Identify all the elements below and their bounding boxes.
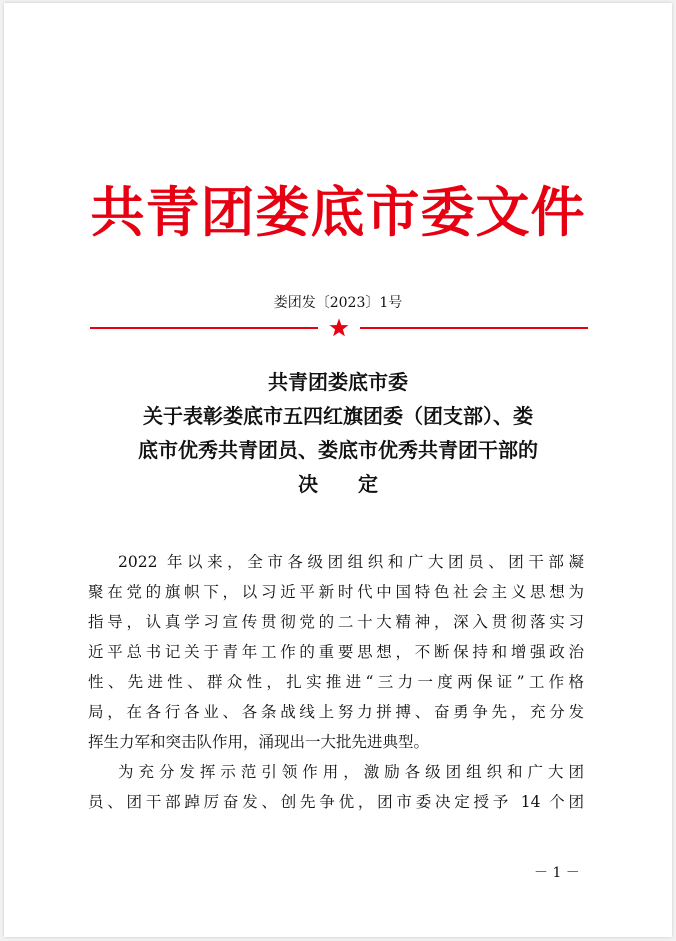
document-number: 娄团发〔2023〕1号 (273, 295, 403, 311)
paragraph-line: 2022 年以来，全市各级团组织和广大团员、团干部凝 (118, 553, 584, 571)
red-star-icon (328, 317, 350, 339)
paragraph-line: 近平总书记关于青年工作的重要思想，不断保持和增强政治 (88, 643, 584, 661)
paragraph-line: 指导，认真学习宣传贯彻党的二十大精神，深入贯彻落实习 (88, 613, 584, 631)
divider-line-right (360, 327, 588, 329)
decision-title (64, 365, 612, 501)
paragraph-line: 为充分发挥示范引领作用，激励各级团组织和广大团 (118, 763, 584, 781)
page-number: － 1 － (534, 865, 580, 881)
paragraph-line: 挥生力军和突击队作用，涌现出一大批先进典型。 (88, 733, 430, 751)
paragraph-line: 性、先进性、群众性，扎实推进“三力一度两保证”工作格 (88, 673, 584, 691)
document-page (4, 3, 672, 937)
paragraph-line: 员、团干部踔厉奋发、创先争优，团市委决定授予 14 个团 (88, 793, 584, 811)
title-line: 关于表彰娄底市五四红旗团委（团支部）、娄 (143, 404, 533, 428)
paragraph-line: 局，在各行各业、各条战线上努力拼搏、奋勇争先，充分发 (88, 703, 584, 721)
body-text (88, 547, 584, 817)
divider-line-left (90, 327, 318, 329)
masthead-title: 共青团娄底市委文件 (90, 180, 586, 244)
title-line: 决 定 (298, 472, 378, 496)
paragraph-line: 聚在党的旗帜下，以习近平新时代中国特色社会主义思想为 (88, 583, 584, 601)
title-line: 共青团娄底市委 (268, 370, 408, 394)
title-line: 底市优秀共青团员、娄底市优秀共青团干部的 (138, 438, 538, 462)
red-divider (90, 317, 588, 339)
